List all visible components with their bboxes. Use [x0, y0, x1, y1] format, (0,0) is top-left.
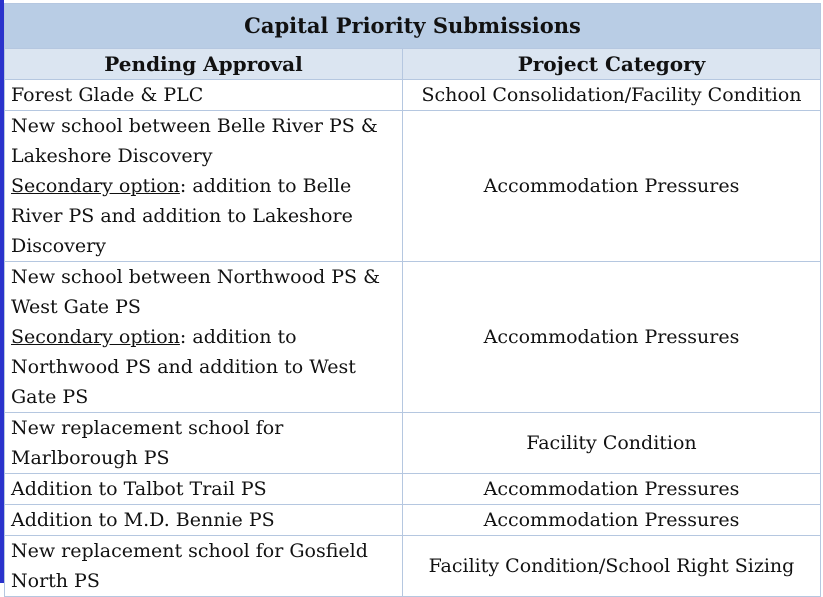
- category-cell: School Consolidation/Facility Condition: [403, 80, 821, 111]
- category-cell: Accommodation Pressures: [403, 262, 821, 413]
- table-header-row: [5, 49, 821, 80]
- table-title: Capital Priority Submissions: [5, 4, 821, 49]
- secondary-option-label: Secondary option: [11, 175, 180, 197]
- capital-priority-table: [4, 3, 821, 597]
- table-row: [5, 413, 821, 474]
- table-row: [5, 474, 821, 505]
- table-row: [5, 80, 821, 111]
- table-row: [5, 505, 821, 536]
- secondary-option-label: Secondary option: [11, 326, 180, 348]
- table-row: [5, 536, 821, 597]
- column-header-project-category: Project Category: [403, 49, 821, 80]
- project-cell: Addition to M.D. Bennie PS: [5, 505, 403, 536]
- project-cell: New replacement school for Gosfield North PS: [5, 536, 403, 597]
- project-cell: [5, 262, 403, 413]
- project-text: New school between Belle River PS & Lakeshore Discovery: [11, 115, 378, 167]
- secondary-option: [11, 171, 396, 261]
- project-cell: Addition to Talbot Trail PS: [5, 474, 403, 505]
- category-cell: Accommodation Pressures: [403, 111, 821, 262]
- category-cell: Accommodation Pressures: [403, 474, 821, 505]
- table-row: [5, 111, 821, 262]
- category-cell: Facility Condition/School Right Sizing: [403, 536, 821, 597]
- secondary-option-text: : addition to Belle River PS and addition to Lakeshore Discovery: [11, 175, 353, 257]
- table-title-row: [5, 4, 821, 49]
- project-cell: Forest Glade & PLC: [5, 80, 403, 111]
- table-row: [5, 262, 821, 413]
- secondary-option-text: : addition to Northwood PS and addition to West Gate PS: [11, 326, 356, 408]
- project-cell: [5, 111, 403, 262]
- column-header-pending-approval: Pending Approval: [5, 49, 403, 80]
- project-text: New school between Northwood PS & West Gate PS: [11, 266, 380, 318]
- category-cell: Accommodation Pressures: [403, 505, 821, 536]
- secondary-option: [11, 322, 396, 412]
- project-cell: New replacement school for Marlborough PS: [5, 413, 403, 474]
- category-cell: Facility Condition: [403, 413, 821, 474]
